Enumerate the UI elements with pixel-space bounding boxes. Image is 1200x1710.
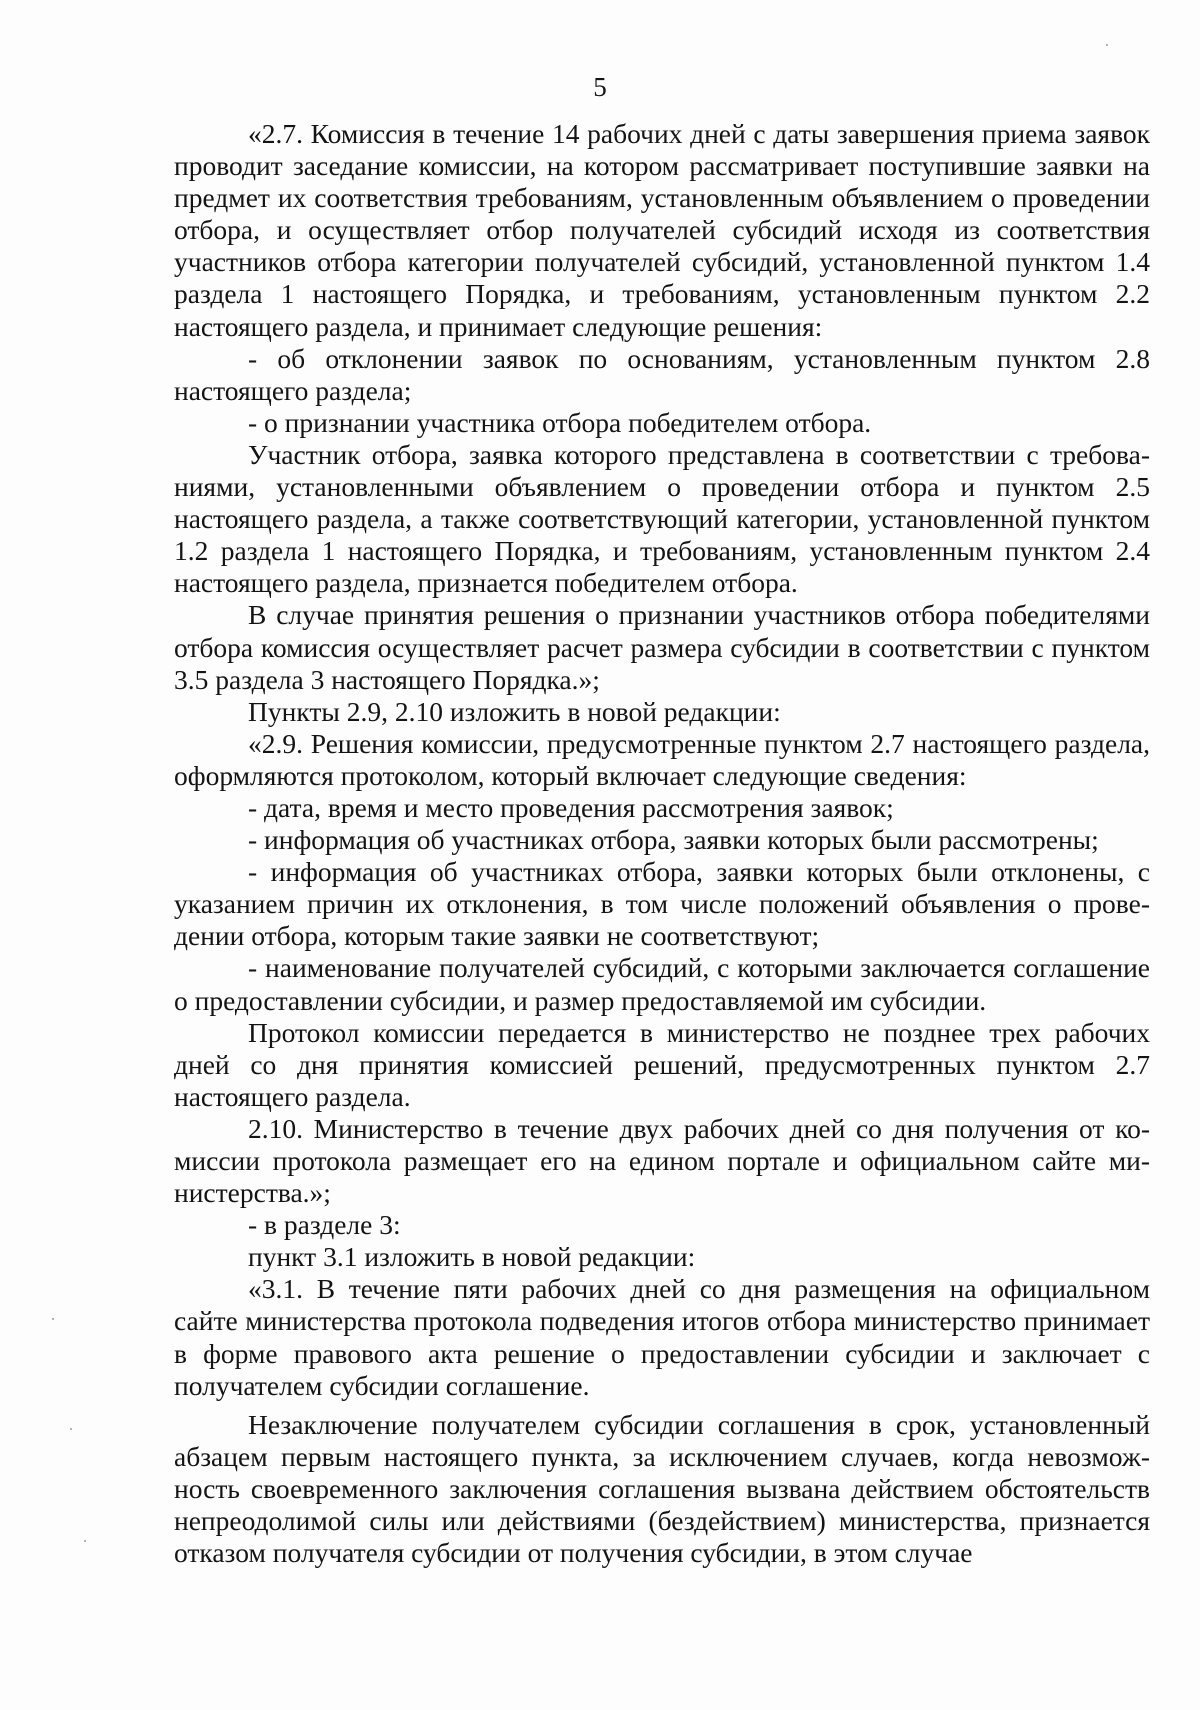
paragraph: 2.10. Министерство в течение двух рабочих дней со дня получения от комиссии протокола размещает его на едином портале и официальном сайте министерства.»;: [174, 1112, 1150, 1209]
paragraph: Пункты 2.9, 2.10 изложить в новой редакции:: [248, 695, 781, 727]
paragraph: - наименование получателей субсидий, с которыми заключается соглашение о предоставлении субсидии, и размер предоставляемой им субсидии.: [174, 952, 1150, 1016]
scan-artifact: [84, 1540, 86, 1542]
paragraph: - об отклонении заявок по основаниям, установленным пунктом 2.8 настоящего раздела;: [174, 342, 1150, 406]
paragraph: - дата, время и место проведения рассмотрения заявок;: [248, 791, 894, 823]
paragraph: «3.1. В течение пяти рабочих дней со дня размещения на официальном сайте министерства протокола подведения итогов отбора министерство принимает в форме правового акта решение о предоставлении субсидии и заключает с получателем субсидии соглашение.: [174, 1273, 1150, 1401]
paragraph: - информация об участниках отбора, заявки которых были рассмотрены;: [248, 824, 1099, 856]
paragraph: В случае принятия решения о признании участников отбора победителями отбора комиссия осуществляет расчет размера субсидии в соответствии с пунктом 3.5 раздела 3 настоящего Порядка.»;: [174, 599, 1150, 695]
paragraph: «2.9. Решения комиссии, предусмотренные пунктом 2.7 настоящего раздела, оформляются протоколом, который включает следующие сведения:: [174, 727, 1150, 791]
scan-artifact: [70, 1428, 72, 1430]
page-number: 5: [593, 72, 607, 102]
document-body: [174, 118, 1150, 1569]
paragraph: - информация об участниках отбора, заявки которых были отклонены, с указанием причин их отклонения, в том числе положений объявления о проведении отбора, которым такие заявки не соответствуют;: [174, 856, 1150, 952]
paragraph: - в разделе 3:: [248, 1209, 401, 1241]
paragraph: Незаключение получателем субсидии соглашения в срок, установленный абзацем первым настоящего пункта, за исключением случаев, когда невозможность своевременного заключения соглашения вызвана действием обстоятельств непреодолимой силы или действиями (бездействием) министерства, признается отказом получателя субсидии от получения субсидии, в этом случае: [174, 1408, 1150, 1569]
paragraph: пункт 3.1 изложить в новой редакции:: [248, 1241, 696, 1273]
scan-artifact: [52, 1318, 54, 1320]
paragraph: «2.7. Комиссия в течение 14 рабочих дней с даты завершения приема заявок проводит заседание комиссии, на котором рассматривает поступившие заявки на предмет их соответствия требованиям, установленным объявлением о проведении отбора, и осуществляет отбор получателей субсидий исходя из соответствия участников отбора категории получателей субсидий, установленной пунктом 1.4 раздела 1 настоящего Порядка, и требованиям, установленным пунктом 2.2 настоящего раздела, и принимает следующие решения:: [174, 118, 1150, 342]
paragraph: Участник отбора, заявка которого представлена в соответствии с требованиями, установленными объявлением о проведении отбора и пунктом 2.5 настоящего раздела, а также соответствующий категории, установленной пунктом 1.2 раздела 1 настоящего Порядка, и требованиям, установленным пунктом 2.4 настоящего раздела, признается победителем отбора.: [174, 438, 1150, 599]
scan-artifact: [1106, 44, 1108, 46]
paragraph: Протокол комиссии передается в министерство не позднее трех рабочих дней со дня принятия комиссией решений, предусмотренных пунктом 2.7 настоящего раздела.: [174, 1016, 1150, 1112]
paragraph: - о признании участника отбора победителем отбора.: [248, 406, 872, 438]
